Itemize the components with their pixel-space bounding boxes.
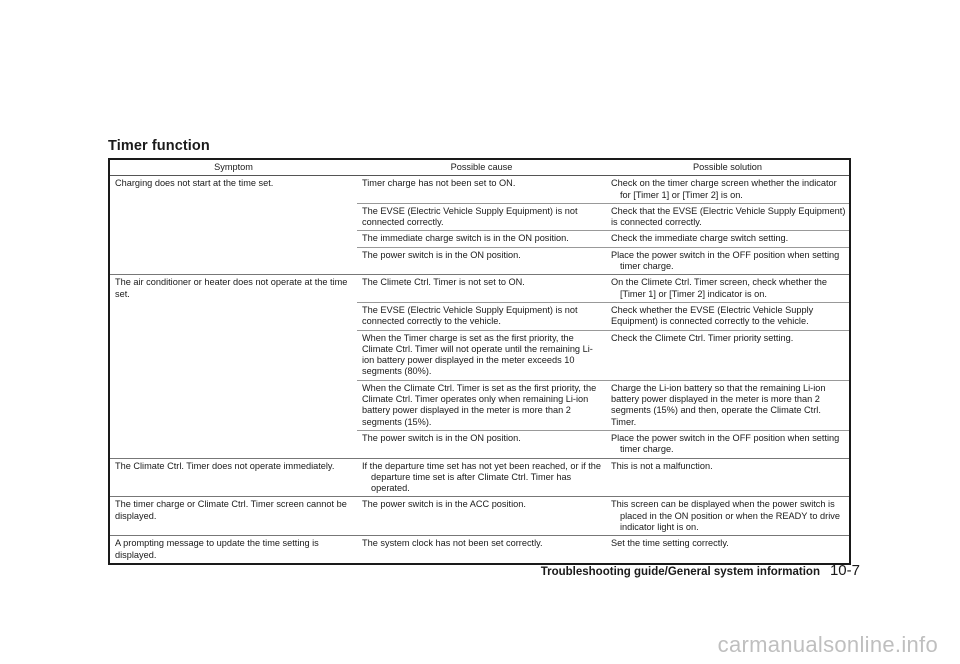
cause-cell	[357, 458, 606, 497]
symptom-cell: The air conditioner or heater does not operate at the time set.	[110, 275, 357, 458]
cause-cell: The EVSE (Electric Vehicle Supply Equipment) is not connected correctly to the vehicle.	[357, 302, 606, 330]
cause-cell: The immediate charge switch is in the ON position.	[357, 231, 606, 247]
solution-cell: Set the time setting correctly.	[606, 536, 849, 563]
page-number: 10-7	[829, 562, 860, 579]
cause-cell: When the Timer charge is set as the first priority, the Climate Ctrl. Timer will not operate until the remaining Li-ion battery power displayed in the meter exceeds 10 segments (80%).	[357, 330, 606, 380]
header-possible-cause: Possible cause	[357, 160, 606, 176]
table-row	[110, 497, 849, 536]
solution-cell	[606, 275, 849, 303]
cause-cell: The EVSE (Electric Vehicle Supply Equipment) is not connected correctly.	[357, 203, 606, 231]
table-row	[110, 275, 849, 303]
solution-cell: This is not a malfunction.	[606, 458, 849, 497]
page-footer	[541, 562, 860, 579]
solution-cell	[606, 247, 849, 275]
solution-text: Place the power switch in the OFF position when setting timer charge.	[611, 249, 840, 272]
symptom-cell: A prompting message to update the time setting is displayed.	[110, 536, 357, 563]
symptom-cell: The timer charge or Climate Ctrl. Timer screen cannot be displayed.	[110, 497, 357, 536]
cause-cell: The power switch is in the ACC position.	[357, 497, 606, 536]
cause-cell: The power switch is in the ON position.	[357, 430, 606, 458]
watermark: carmanualsonline.info	[717, 632, 938, 657]
solution-cell	[606, 430, 849, 458]
solution-cell: Check whether the EVSE (Electric Vehicle Supply Equipment) is connected correctly to the vehicle.	[606, 302, 849, 330]
symptom-cell: Charging does not start at the time set.	[110, 176, 357, 275]
table-row	[110, 536, 849, 563]
solution-cell	[606, 497, 849, 536]
table-row	[110, 458, 849, 497]
timer-function-table	[108, 158, 851, 565]
cause-cell: The system clock has not been set correctly.	[357, 536, 606, 563]
solution-cell: Check that the EVSE (Electric Vehicle Supply Equipment) is connected correctly.	[606, 203, 849, 231]
symptom-cell: The Climate Ctrl. Timer does not operate immediately.	[110, 458, 357, 497]
solution-cell: Check the immediate charge switch setting.	[606, 231, 849, 247]
solution-cell: Check the Climete Ctrl. Timer priority setting.	[606, 330, 849, 380]
section-title: Timer function	[108, 138, 210, 154]
solution-cell	[606, 176, 849, 204]
header-symptom: Symptom	[110, 160, 357, 176]
table-row	[110, 176, 849, 204]
cause-text: If the departure time set has not yet been reached, or if the departure time set is after Climate Ctrl. Timer has operated.	[362, 460, 602, 494]
solution-text: Place the power switch in the OFF position when setting timer charge.	[611, 432, 840, 455]
cause-cell: Timer charge has not been set to ON.	[357, 176, 606, 204]
solution-cell: Charge the Li-ion battery so that the remaining Li-ion battery power displayed in the meter is more than 2 segments (15%) and then, operate the Climate Ctrl. Timer.	[606, 380, 849, 430]
table-header-row	[110, 160, 849, 176]
solution-text: On the Climete Ctrl. Timer screen, check whether the [Timer 1] or [Timer 2] indicator is on.	[611, 277, 827, 299]
cause-cell: The Climete Ctrl. Timer is not set to ON.	[357, 275, 606, 303]
header-possible-solution: Possible solution	[606, 160, 849, 176]
cause-cell: When the Climate Ctrl. Timer is set as the first priority, the Climate Ctrl. Timer operates only when remaining Li-ion battery power displayed in the meter is more than 2 segments (15%).	[357, 380, 606, 430]
footer-section-title: Troubleshooting guide/General system information	[540, 566, 820, 578]
solution-text: Check on the timer charge screen whether the indicator for [Timer 1] or [Timer 2] is on.	[611, 178, 837, 200]
solution-text: This screen can be displayed when the power switch is placed in the ON position or when the READY to drive indicator light is on.	[611, 499, 840, 533]
cause-cell: The power switch is in the ON position.	[357, 247, 606, 275]
